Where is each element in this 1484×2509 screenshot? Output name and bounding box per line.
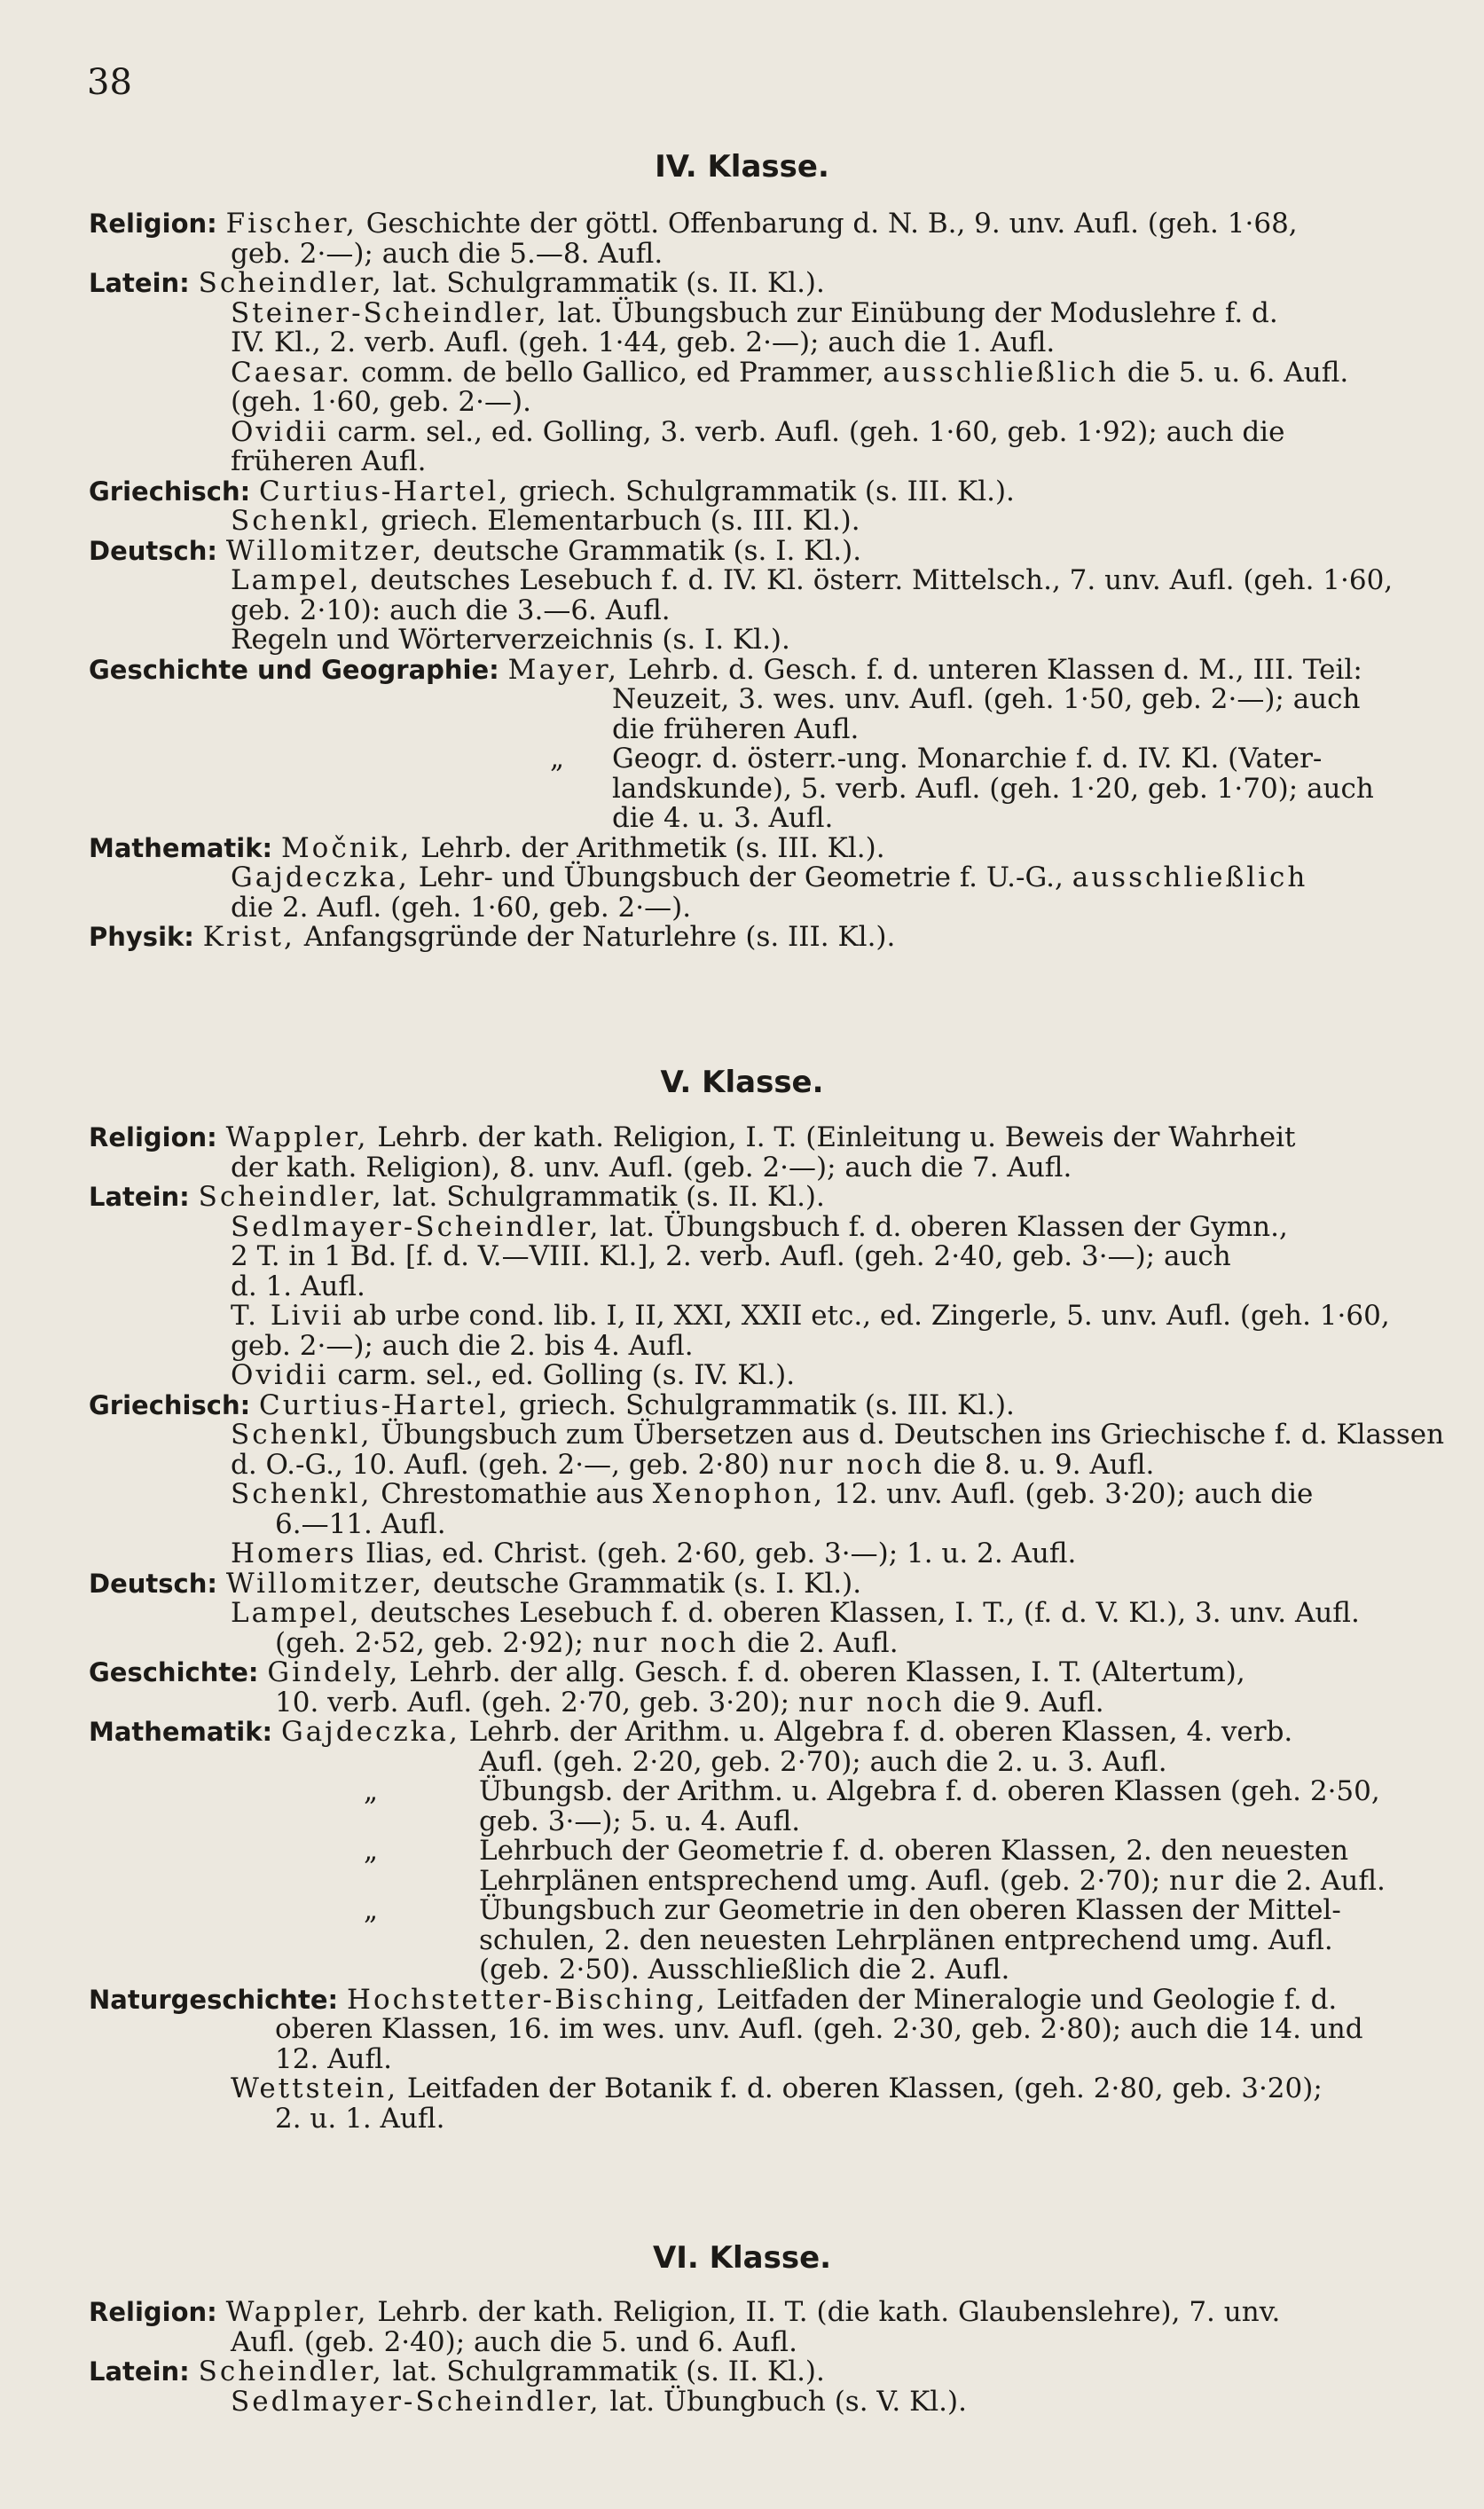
author-name: Caesar. [231, 356, 353, 389]
text-line [89, 1302, 1410, 1332]
section-v [89, 1121, 1445, 2135]
subject-label: Naturgeschichte: [89, 1984, 339, 2015]
entry-latein [89, 1183, 1410, 1213]
text-fragment: 12. unv. Aufl. (geb. 3·20); auch die [825, 1478, 1314, 1510]
text-fragment: die 2. Aufl. [1225, 1864, 1386, 1897]
author-name: Gajdeczka, [280, 1716, 460, 1748]
author-name: Willomitzer, [225, 1567, 425, 1600]
text-line [89, 1210, 1410, 1243]
author-name: Fischer, [225, 208, 357, 240]
subject-label: Mathematik: [89, 1717, 273, 1747]
text-fragment: Lehr- und Übungsbuch der Geometrie f. U.-G., [409, 861, 1072, 893]
text-fragment: nur [1169, 1864, 1226, 1897]
text-fragment: Lehrplänen entsprechend umg. Aufl. (geb. 2·70); [479, 1864, 1170, 1897]
text-fragment: deutsches Lesebuch f. d. IV. Kl. österr. Mittelsch., 7. unv. Aufl. (geh. 1·60, [361, 564, 1394, 596]
section-heading-iv: IV. Klasse. [655, 149, 829, 185]
text-fragment: lat. Schulgrammatik (s. II. Kl.). [383, 1181, 825, 1213]
author-name: Steiner-Scheindler, [231, 296, 549, 329]
text-line: 6.—11. Aufl. [275, 1507, 446, 1540]
entry-naturgeschichte [89, 1983, 1410, 2016]
subject-label: Latein: [89, 268, 190, 298]
entry-griechisch [89, 1388, 1410, 1421]
subject-label: Geschichte und Geographie: [89, 654, 499, 685]
author-name: Scheindler, [198, 267, 384, 299]
author-name: Wappler, [225, 1121, 369, 1153]
text-line [89, 1448, 1410, 1481]
text-line [89, 2074, 1410, 2104]
text-fragment: griech. Elementarbuch (s. III. Kl.). [372, 505, 860, 537]
author-name: Homers [231, 1538, 357, 1569]
text-fragment: nur noch [797, 1686, 945, 1719]
text-line [89, 1626, 1410, 1659]
author-name: Ovidii [231, 415, 329, 448]
text-line: geb. 2·—); auch die 5.—8. Aufl. [231, 237, 663, 270]
text-fragment: Lehrbuch der Geometrie f. d. oberen Klassen, 2. den neuesten [479, 1835, 1349, 1867]
text-fragment: 10. verb. Aufl. (geh. 2·70, geb. 3·20); [275, 1686, 798, 1719]
text-line [89, 863, 1410, 893]
section-vi [89, 2298, 1410, 2417]
entry-religion [89, 1123, 1410, 1153]
text-line [89, 1688, 1410, 1719]
text-fragment: die 9. Aufl. [944, 1686, 1104, 1719]
text-line: geb. 2·—); auch die 2. bis 4. Aufl. [231, 1329, 694, 1362]
text-line: landskunde), 5. verb. Aufl. (geh. 1·20, geb. 1·70); auch [612, 772, 1374, 805]
entry-deutsch [89, 1569, 1410, 1600]
text-line [89, 566, 1410, 596]
text-fragment: Ilias, ed. Christ. (geh. 2·60, geb. 3·—); 1. u. 2. Aufl. [357, 1538, 1077, 1569]
text-line: Regeln und Wörterverzeichnis (s. I. Kl.). [231, 624, 790, 656]
author-name: Wappler, [225, 2296, 369, 2328]
text-line: IV. Kl., 2. verb. Aufl. (geh. 1·44, geb. 2·—); auch die 1. Aufl. [231, 326, 1056, 358]
text-fragment: ausschließlich [1072, 861, 1308, 893]
subject-label: Deutsch: [89, 535, 217, 566]
author-name: Močnik, [280, 831, 412, 864]
text-fragment: deutsches Lesebuch f. d. oberen Klassen, I. T., (f. d. V. Kl.), 3. unv. Aufl. [361, 1597, 1360, 1629]
text-line: 2 T. in 1 Bd. [f. d. V.—VIII. Kl.], 2. verb. Aufl. (geh. 2·40, geb. 3·—); auch [231, 1240, 1231, 1272]
entry-geschichte-geographie [89, 653, 1410, 686]
text-line [89, 1599, 1410, 1629]
text-fragment: die 8. u. 9. Aufl. [924, 1448, 1155, 1481]
text-fragment: Lehrb. der Arithmetik (s. III. Kl.). [412, 831, 885, 864]
subject-label: Religion: [89, 208, 217, 239]
entry-geschichte [89, 1658, 1410, 1688]
author-name: Krist, [202, 921, 295, 953]
text-line [89, 1539, 1410, 1569]
text-line [89, 1837, 1410, 1867]
text-line: 12. Aufl. [275, 2042, 393, 2075]
text-line [89, 744, 1410, 775]
text-line: (geh. 1·60, geb. 2·—). [231, 386, 531, 418]
page-number: 38 [87, 62, 132, 103]
text-fragment: Übungsb. der Arithm. u. Algebra f. d. oberen Klassen (geh. 2·50, [479, 1775, 1380, 1807]
text-line: (geb. 2·50). Ausschließlich die 2. Aufl. [479, 1954, 1010, 1986]
author-name: Lampel, [231, 564, 362, 596]
author-name: Schenkl, [231, 505, 373, 537]
text-line: die früheren Aufl. [612, 712, 860, 745]
text-fragment: nur noch [592, 1626, 739, 1659]
text-fragment: die 2. Aufl. [738, 1626, 899, 1659]
text-line: schulen, 2. den neuesten Lehrplänen entprechend umg. Aufl. [479, 1923, 1333, 1956]
text-line [89, 2387, 1410, 2418]
text-line: d. 1. Aufl. [231, 1270, 365, 1302]
text-fragment: Lehrb. der kath. Religion, I. T. (Einleitung u. Beweis der Wahrheit [368, 1121, 1296, 1153]
text-line: Neuzeit, 3. wes. unv. Aufl. (geh. 1·50, geb. 2·—); auch [612, 683, 1361, 715]
text-line: 2. u. 1. Aufl. [275, 2102, 445, 2135]
text-fragment: Übungsbuch zum Übersetzen aus d. Deutschen ins Griechische f. d. Klassen [372, 1419, 1445, 1451]
entry-mathematik [89, 831, 1410, 864]
entry-griechisch [89, 477, 1410, 507]
text-line: die 4. u. 3. Aufl. [612, 802, 834, 834]
text-line [89, 1777, 1410, 1807]
subject-label: Griechisch: [89, 1389, 251, 1420]
author-name: T. Livii [231, 1300, 344, 1332]
text-fragment: ausschließlich [883, 356, 1119, 389]
text-line [89, 1864, 1410, 1897]
text-fragment: lat. Übungsbuch zur Einübung der Moduslehre f. d. [548, 296, 1278, 329]
entry-deutsch [89, 534, 1410, 567]
author-name: Curtius-Hartel, [259, 475, 511, 507]
author-name: Mayer, [507, 653, 619, 686]
text-fragment: Übungsbuch zur Geometrie in den oberen Klassen der Mittel- [479, 1894, 1341, 1926]
text-fragment: Chrestomathie aus [372, 1478, 653, 1510]
subject-label: Physik: [89, 922, 194, 952]
text-fragment: griech. Schulgrammatik (s. III. Kl.). [510, 1388, 1015, 1421]
author-name: Scheindler, [198, 2356, 384, 2387]
text-line [89, 358, 1410, 389]
text-fragment: deutsche Grammatik (s. I. Kl.). [424, 534, 862, 567]
subject-label: Latein: [89, 1182, 190, 1212]
text-line [89, 1896, 1410, 1926]
subject-label: Religion: [89, 1122, 217, 1152]
entry-physik [89, 923, 1410, 953]
text-line: geb. 2·10): auch die 3.—6. Aufl. [231, 594, 671, 626]
entry-latein [89, 2357, 1410, 2387]
text-fragment: comm. de bello Gallico, ed Prammer, [352, 356, 883, 389]
text-fragment: Lehrb. der Arithm. u. Algebra f. d. oberen Klassen, 4. verb. [459, 1716, 1293, 1748]
text-fragment: „ [364, 1894, 379, 1926]
subject-label: Religion: [89, 2297, 217, 2327]
text-fragment: Geogr. d. österr.-ung. Monarchie f. d. IV. Kl. (Vater- [612, 743, 1323, 775]
text-fragment: (geh. 2·52, geb. 2·92); [275, 1626, 593, 1659]
text-fragment: Leitfaden der Botanik f. d. oberen Klassen, (geh. 2·80, geb. 3·20); [398, 2072, 1323, 2104]
subject-label: Latein: [89, 2356, 190, 2387]
text-fragment: Lehrb. d. Gesch. f. d. unteren Klassen d. M., III. Teil: [618, 653, 1362, 686]
author-name: Scheindler, [198, 1181, 384, 1213]
subject-label: Deutsch: [89, 1568, 217, 1599]
text-line: die 2. Aufl. (geh. 1·60, geb. 2·—). [231, 891, 692, 924]
author-name: Willomitzer, [225, 534, 425, 567]
subject-label: Griechisch: [89, 476, 251, 507]
text-fragment: ab urbe cond. lib. I, II, XXI, XXII etc., ed. Zingerle, 5. unv. Aufl. (geh. 1·60, [343, 1300, 1390, 1332]
text-fragment: lat. Schulgrammatik (s. II. Kl.). [383, 2356, 825, 2387]
author-name: Schenkl, [231, 1478, 373, 1510]
author-name: Hochstetter-Bisching, [346, 1983, 708, 2016]
text-line [89, 415, 1410, 448]
author-name: Lampel, [231, 1597, 362, 1629]
text-fragment: „ [364, 1775, 379, 1807]
text-fragment: Geschichte der göttl. Offenbarung d. N. B., 9. unv. Aufl. (geh. 1·68, [357, 208, 1298, 240]
text-fragment: Leitfaden der Mineralogie und Geologie f. d. [707, 1983, 1338, 2016]
text-fragment: griech. Schulgrammatik (s. III. Kl.). [510, 475, 1015, 507]
entry-latein [89, 269, 1410, 299]
text-fragment: Lehrb. der allg. Gesch. f. d. oberen Klassen, I. T. (Altertum), [400, 1656, 1245, 1688]
text-line: früheren Aufl. [231, 445, 427, 477]
text-fragment: lat. Übungbuch (s. V. Kl.). [601, 2385, 967, 2418]
text-fragment: „ [364, 1835, 379, 1867]
text-fragment: lat. Schulgrammatik (s. II. Kl.). [383, 267, 825, 299]
text-line [89, 1361, 1410, 1391]
text-fragment: carm. sel., ed. Golling, 3. verb. Aufl. (geh. 1·60, geb. 1·92); auch die [328, 415, 1285, 448]
text-line: Aufl. (geh. 2·20, geb. 2·70); auch die 2. u. 3. Aufl. [479, 1745, 1167, 1778]
text-line: der kath. Religion), 8. unv. Aufl. (geb. 2·—); auch die 7. Aufl. [231, 1151, 1072, 1184]
text-line [89, 1419, 1445, 1451]
author-name: Ovidii [231, 1359, 329, 1391]
text-line [89, 507, 1410, 537]
text-fragment: nur noch [778, 1448, 925, 1481]
subject-label: Mathematik: [89, 832, 273, 863]
section-heading-vi: VI. Klasse. [652, 2240, 832, 2276]
section-iv [89, 209, 1410, 953]
section-heading-v: V. Klasse. [660, 1065, 824, 1100]
author-name: Schenkl, [231, 1419, 373, 1451]
text-fragment: d. O.-G., 10. Aufl. (geh. 2·—, geb. 2·80) [231, 1448, 779, 1481]
author-name: Curtius-Hartel, [259, 1388, 511, 1421]
text-fragment: Xenophon, [652, 1478, 826, 1510]
text-line: Aufl. (geb. 2·40); auch die 5. und 6. Aufl. [231, 2325, 797, 2358]
author-name: Sedlmayer-Scheindler, [231, 1210, 601, 1243]
author-name: Gindely, [267, 1656, 401, 1688]
text-line: oberen Klassen, 16. im wes. unv. Aufl. (geh. 2·30, geb. 2·80); auch die 14. und [275, 2013, 1363, 2045]
text-line [89, 296, 1410, 329]
text-fragment: „ [550, 743, 565, 775]
author-name: Sedlmayer-Scheindler, [231, 2385, 601, 2418]
text-fragment: deutsche Grammatik (s. I. Kl.). [424, 1567, 862, 1600]
text-line: geb. 3·—); 5. u. 4. Aufl. [479, 1805, 801, 1837]
entry-religion [89, 209, 1410, 240]
text-fragment: carm. sel., ed. Golling (s. IV. Kl.). [328, 1359, 796, 1391]
text-fragment: lat. Übungsbuch f. d. oberen Klassen der Gymn., [601, 1210, 1288, 1243]
entry-mathematik [89, 1718, 1410, 1748]
text-fragment: die 5. u. 6. Aufl. [1119, 356, 1349, 389]
author-name: Gajdeczka, [231, 861, 410, 893]
entry-religion [89, 2298, 1410, 2328]
text-line [89, 1480, 1410, 1510]
text-fragment: Anfangsgründe der Naturlehre (s. III. Kl.). [294, 921, 896, 953]
text-fragment: Lehrb. der kath. Religion, II. T. (die kath. Glaubenslehre), 7. unv. [368, 2296, 1281, 2328]
subject-label: Geschichte: [89, 1657, 259, 1687]
author-name: Wettstein, [231, 2072, 399, 2104]
